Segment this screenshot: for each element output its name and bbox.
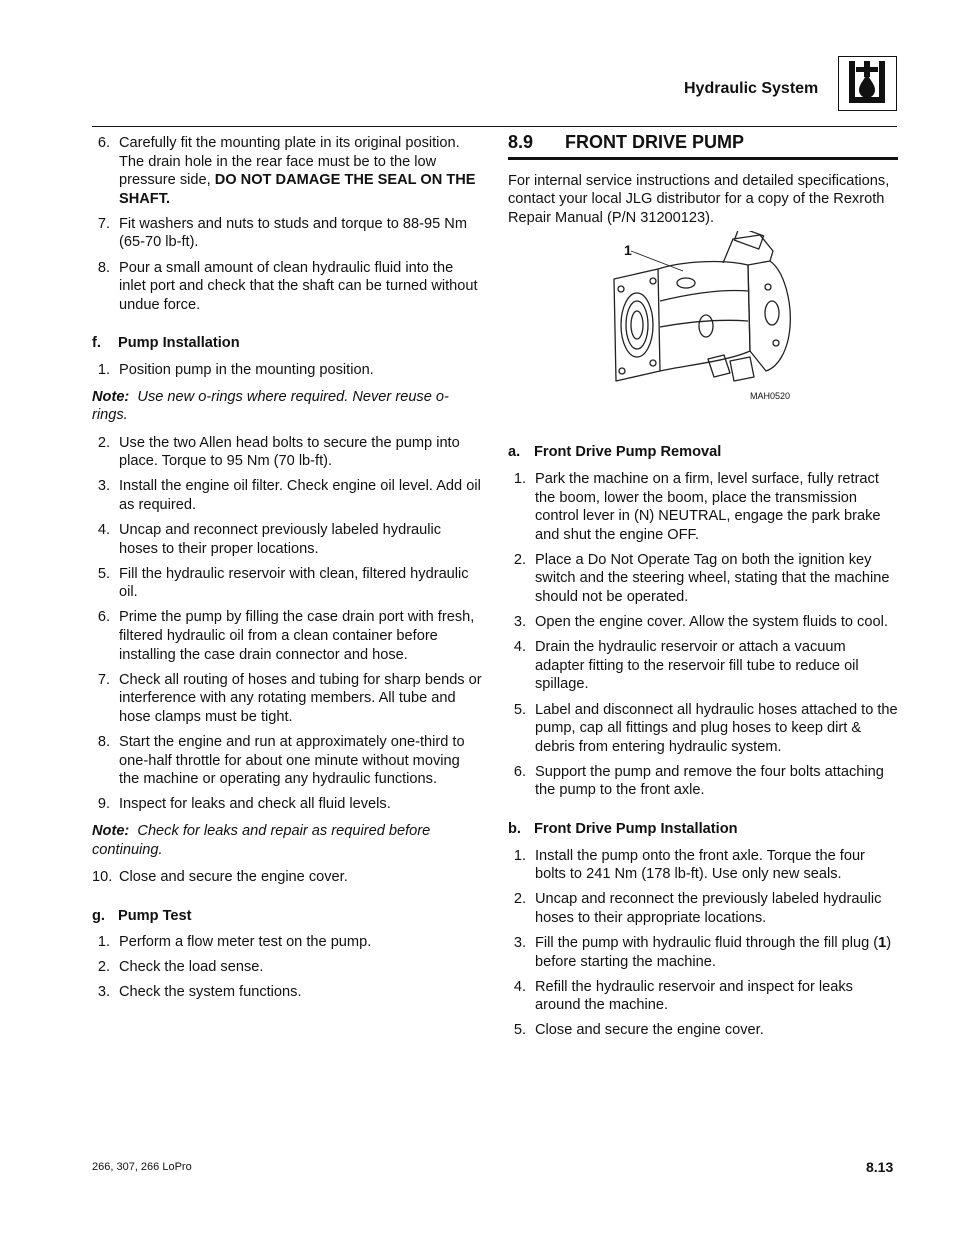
step-text: Uncap and reconnect the previously labeled hydraulic hoses to their appropriate locations. <box>535 891 882 926</box>
step-text: Fill the pump with hydraulic fluid through the fill plug ( <box>535 934 879 951</box>
step-number: 3. <box>513 934 526 951</box>
list-item <box>92 477 482 514</box>
right-column <box>508 134 898 1046</box>
list-item <box>508 978 898 1015</box>
figure-code: MAH0520 <box>750 391 791 402</box>
step-text: Carefully fit the mounting plate in its original position. The drain hole in the rear face must be to the low pressure side, <box>119 135 460 189</box>
list-item <box>92 434 482 471</box>
pump-install-steps <box>508 847 898 1040</box>
page-number: 8.13 <box>866 1159 894 1175</box>
subsection-heading-b <box>508 820 898 839</box>
pump-figure <box>508 231 898 417</box>
step-number: 1. <box>97 361 110 378</box>
step-number: 2. <box>97 959 110 976</box>
subsection-title: Pump Test <box>118 907 192 924</box>
step-text: Place a Do Not Operate Tag on both the ignition key switch and the steering wheel, stating that the machine should not be operated. <box>535 551 890 606</box>
subsection-letter: a. <box>508 444 521 461</box>
step-text: Check the system functions. <box>119 984 302 1001</box>
list-item <box>92 259 482 315</box>
step-number: 5. <box>513 1022 526 1039</box>
step-emphasis: 1 <box>878 934 887 951</box>
subsection-heading-f <box>92 334 482 353</box>
step-number: 9. <box>97 796 110 813</box>
step-text: Open the engine cover. Allow the system fluids to cool. <box>535 614 888 631</box>
subsection-letter: g. <box>92 907 105 924</box>
step-text: Position pump in the mounting position. <box>119 361 374 378</box>
list-item <box>92 933 482 952</box>
step-text: Prime the pump by filling the case drain port with fresh, filtered hydraulic oil from a clean container before installing the case drain connector and hose. <box>119 609 475 663</box>
step-number: 6. <box>513 763 526 780</box>
list-item <box>92 134 482 208</box>
step-text: Pour a small amount of clean hydraulic fluid into the inlet port and check that the shaft can be turned without undue force. <box>119 259 478 313</box>
step-number: 1. <box>513 847 526 864</box>
step-number: 3. <box>97 984 110 1001</box>
note-label: Note: <box>92 388 130 405</box>
list-item <box>92 868 482 887</box>
step-number: 4. <box>97 522 110 539</box>
step-number: 3. <box>97 478 110 495</box>
step-number: 3. <box>513 614 526 631</box>
step-number: 6. <box>97 609 110 626</box>
step-text: Label and disconnect all hydraulic hoses attached to the pump, cap all fittings and plug hoses to keep dirt & debris from entering hydraulic system. <box>535 701 898 755</box>
list-item <box>92 795 482 814</box>
step-number: 4. <box>513 978 526 995</box>
step-text: Use the two Allen head bolts to secure the pump into place. Torque to 95 Nm (70 lb-ft). <box>119 434 460 470</box>
subsection-title: Pump Installation <box>118 335 240 352</box>
header-rule <box>92 126 897 127</box>
step-emphasis: DO NOT DAMAGE THE SEAL ON THE SHAFT. <box>119 172 476 207</box>
step-text: Refill the hydraulic reservoir and inspect for leaks around the machine. <box>535 978 853 1014</box>
list-item <box>508 847 898 884</box>
step-text: Park the machine on a firm, level surface, fully retract the boom, lower the boom, place the transmission control lever in (N) NEUTRAL, engage the park brake and shut the engine OFF. <box>535 470 881 543</box>
list-item <box>92 565 482 602</box>
left-column <box>92 134 482 1009</box>
step-text-tail: ) before starting the machine. <box>535 934 892 970</box>
list-item <box>92 361 482 380</box>
step-number: 5. <box>513 701 526 718</box>
note-text: Check for leaks and repair as required before continuing. <box>92 822 431 858</box>
header-title: Hydraulic System <box>684 80 819 97</box>
subsection-title: Front Drive Pump Removal <box>534 444 722 461</box>
list-item <box>92 521 482 558</box>
list-item <box>92 733 482 789</box>
section-title: FRONT DRIVE PUMP <box>565 132 745 152</box>
list-item <box>508 1021 898 1040</box>
pump-installation-steps <box>92 434 482 814</box>
list-item <box>92 608 482 664</box>
step-text: Start the engine and run at approximately one-third to one-half throttle for about one minute without moving the machine or operating any hydraulic functions. <box>119 734 465 788</box>
list-item <box>92 983 482 1002</box>
list-item <box>508 613 898 632</box>
section-heading <box>508 133 898 160</box>
hydraulic-drop-icon <box>838 56 897 111</box>
figure-callout: 1 <box>624 242 632 259</box>
step-number: 2. <box>513 551 526 568</box>
list-item <box>508 701 898 757</box>
list-item <box>92 958 482 977</box>
pump-installation-steps <box>92 361 482 380</box>
pump-test-steps <box>92 933 482 1002</box>
step-text: Install the pump onto the front axle. Torque the four bolts to 241 Nm (178 lb-ft). Use only new seals. <box>535 847 865 883</box>
list-item <box>92 671 482 727</box>
left-steps-continued <box>92 134 482 314</box>
step-number: 7. <box>97 671 110 688</box>
step-number: 1. <box>513 470 526 487</box>
list-item <box>508 551 898 607</box>
subsection-letter: f. <box>92 335 101 352</box>
step-number: 8. <box>97 259 110 276</box>
step-number: 1. <box>97 934 110 951</box>
subsection-heading-g <box>92 907 482 926</box>
step-text: Fit washers and nuts to studs and torque to 88-95 Nm (65-70 lb-ft). <box>119 215 468 251</box>
step-number: 2. <box>97 434 110 451</box>
note-label: Note: <box>92 822 130 839</box>
section-intro: For internal service instructions and detailed specifications, contact your local JLG distributor for a copy of the Rexroth Repair Manual (P/N 31200123). <box>508 172 890 226</box>
step-number: 6. <box>97 135 110 151</box>
step-text: Perform a flow meter test on the pump. <box>119 934 372 951</box>
note <box>92 822 482 859</box>
step-text: Drain the hydraulic reservoir or attach a vacuum adapter fitting to the reservoir fill tube to reduce oil spillage. <box>535 639 859 693</box>
footer-models: 266, 307, 266 LoPro <box>92 1161 192 1173</box>
step-number: 10. <box>92 869 113 886</box>
list-item <box>92 215 482 252</box>
list-item <box>508 638 898 694</box>
subsection-letter: b. <box>508 820 521 837</box>
section-number: 8.9 <box>508 132 534 152</box>
pump-illustration <box>508 231 898 417</box>
step-text: Check all routing of hoses and tubing for sharp bends or interference with any rotating members. All tube and hose clamps must be tight. <box>119 671 482 725</box>
step-text: Install the engine oil filter. Check engine oil level. Add oil as required. <box>119 478 481 513</box>
subsection-title: Front Drive Pump Installation <box>534 820 738 837</box>
list-item <box>508 470 898 544</box>
step-number: 5. <box>97 565 110 582</box>
step-text: Uncap and reconnect previously labeled hydraulic hoses to their proper locations. <box>119 522 442 557</box>
list-item <box>508 890 898 927</box>
step-number: 7. <box>97 215 110 232</box>
step-number: 8. <box>97 734 110 751</box>
step-number: 2. <box>513 891 526 908</box>
step-text: Support the pump and remove the four bolts attaching the pump to the front axle. <box>535 763 884 799</box>
list-item <box>508 763 898 800</box>
step-text: Close and secure the engine cover. <box>119 869 348 886</box>
note <box>92 388 482 425</box>
list-item <box>508 934 898 971</box>
pump-removal-steps <box>508 470 898 800</box>
subsection-heading-a <box>508 443 898 462</box>
pump-installation-steps <box>92 868 482 887</box>
step-text: Close and secure the engine cover. <box>535 1022 764 1039</box>
step-text: Check the load sense. <box>119 959 264 976</box>
step-text: Inspect for leaks and check all fluid levels. <box>119 796 391 813</box>
step-text: Fill the hydraulic reservoir with clean, filtered hydraulic oil. <box>119 565 469 601</box>
step-number: 4. <box>513 639 526 656</box>
note-text: Use new o-rings where required. Never reuse o-rings. <box>92 388 449 424</box>
